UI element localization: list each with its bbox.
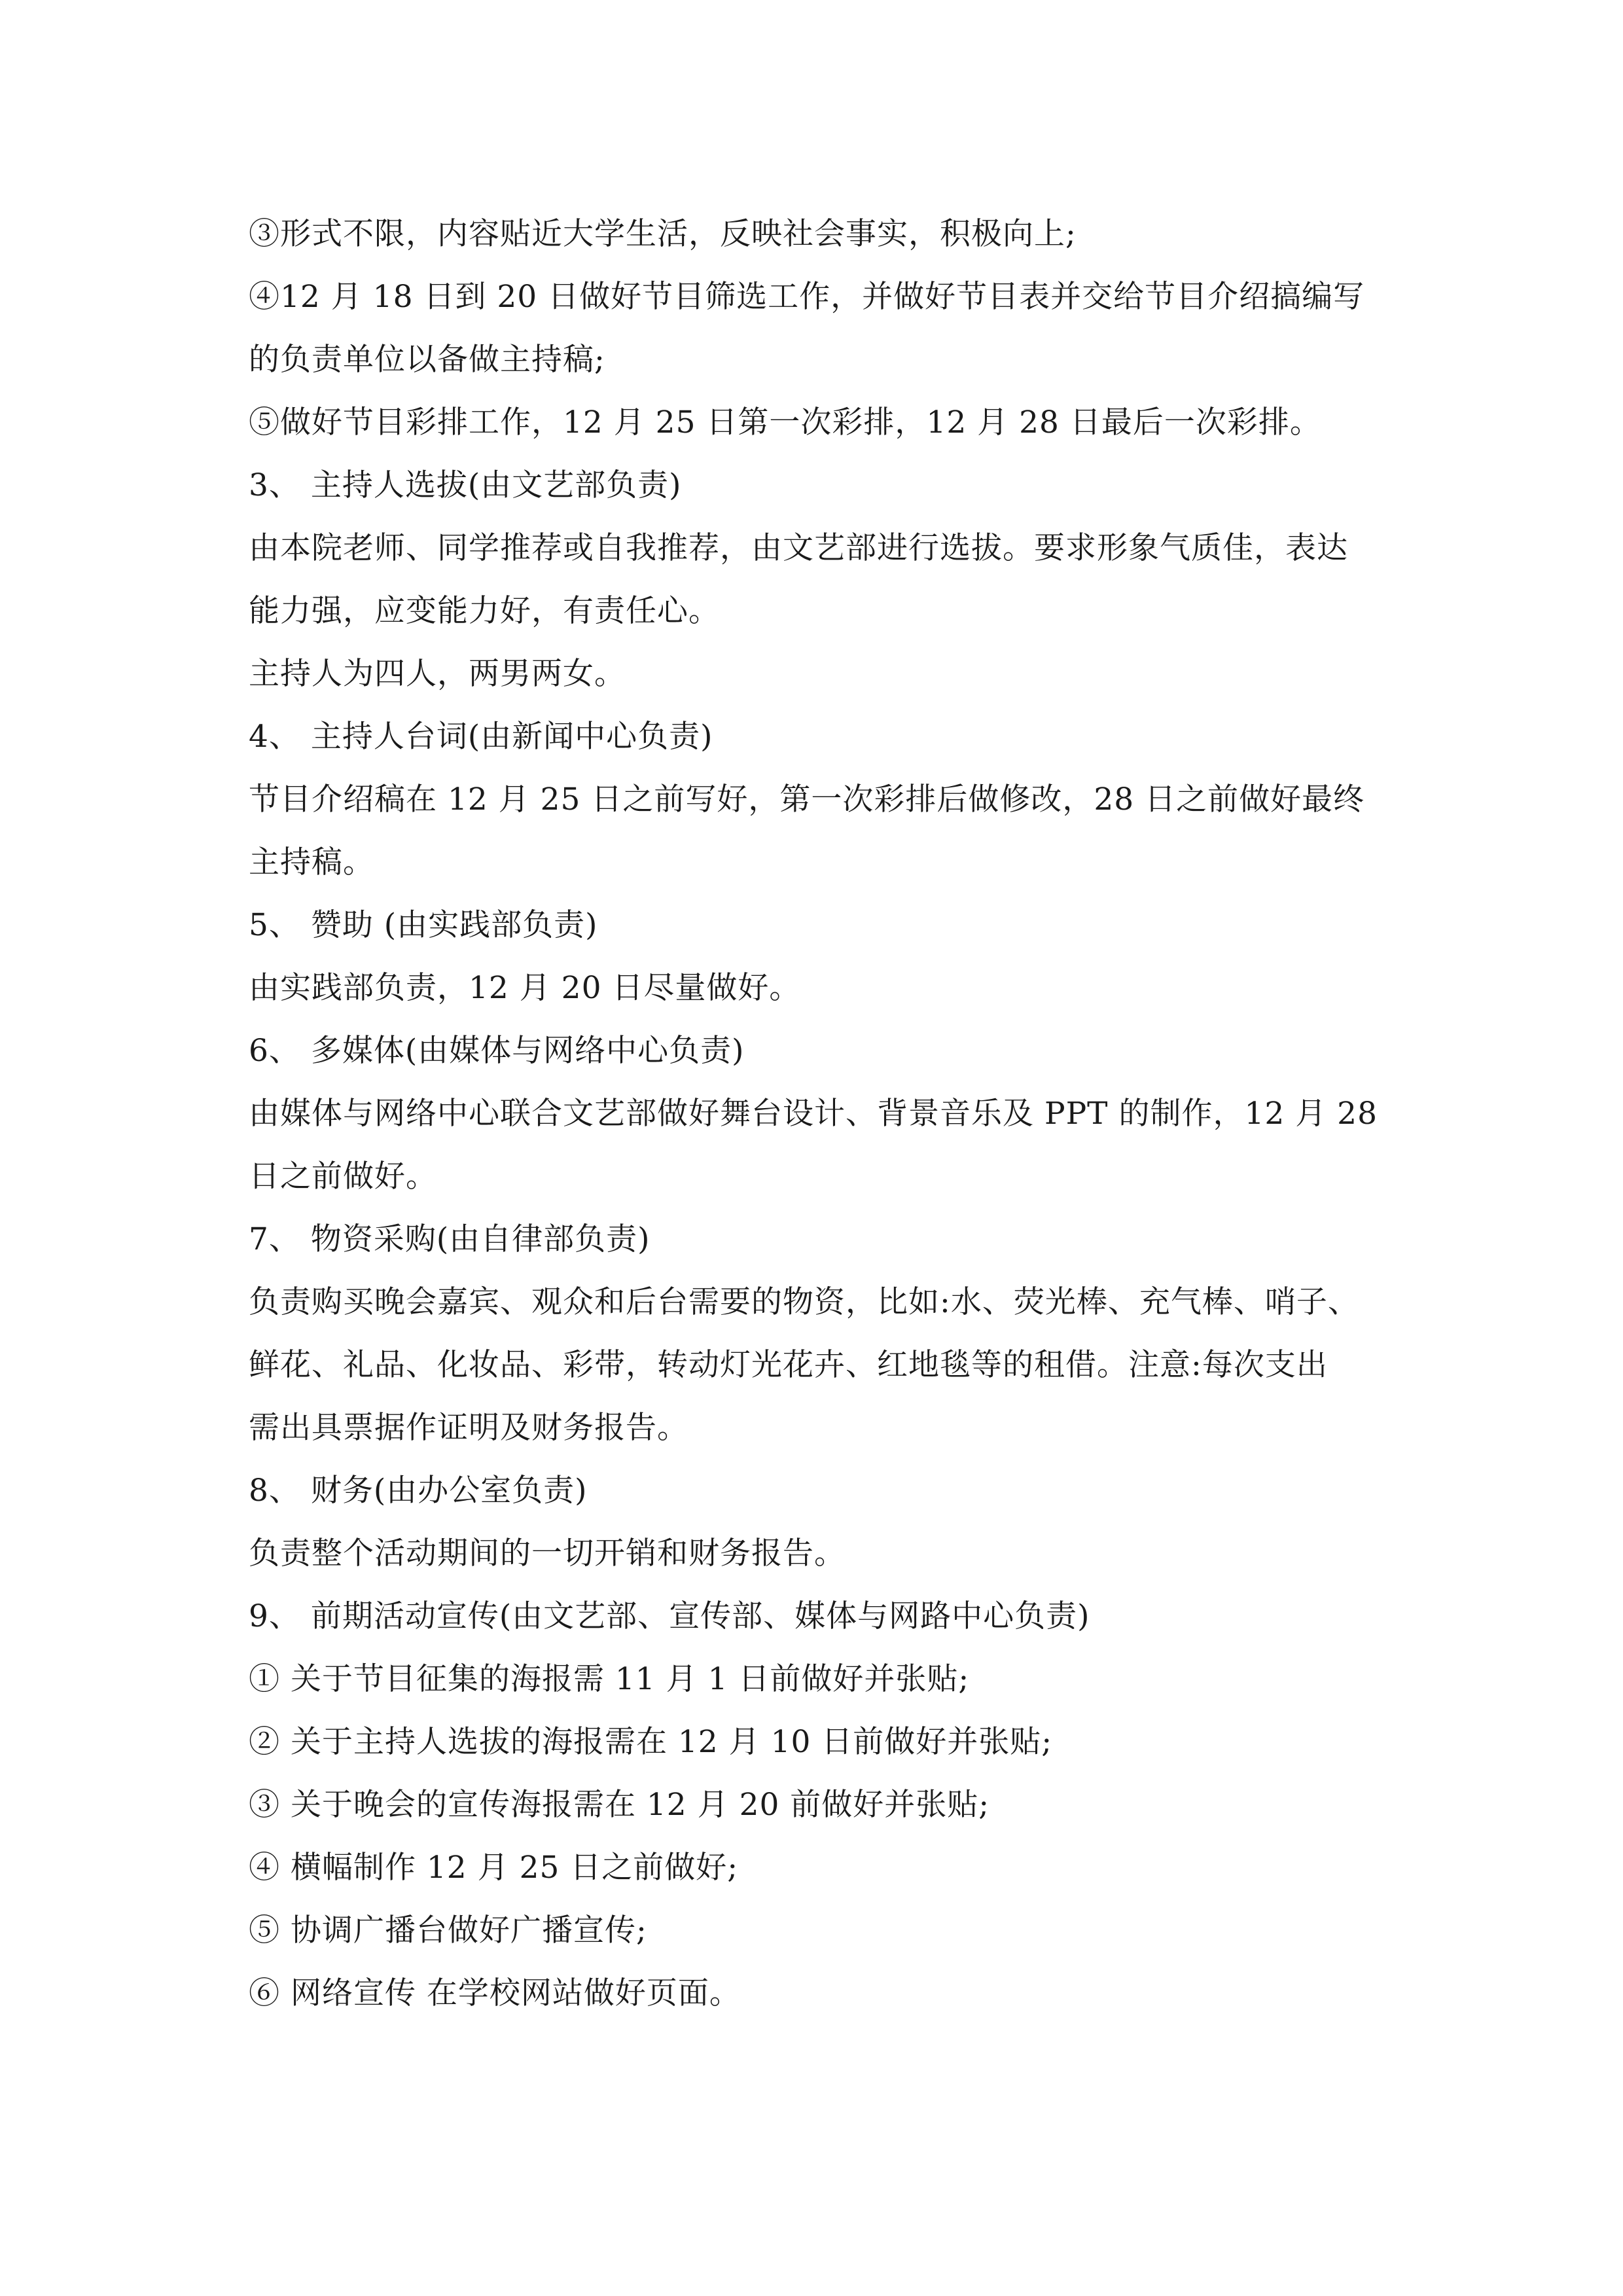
- item-4-program-screening-cont: 的负责单位以备做主持稿;: [249, 342, 605, 378]
- item-5-rehearsal: ⑤做好节目彩排工作，12 月 25 日第一次彩排，12 月 28 日最后一次彩排。: [249, 404, 1321, 440]
- item-3-form-requirement: ③形式不限，内容贴近大学生活，反映社会事实，积极向上;: [249, 216, 1077, 252]
- section-9-item-2: ② 关于主持人选拔的海报需在 12 月 10 日前做好并张贴;: [249, 1724, 1053, 1760]
- section-7-paragraph: 负责购买晚会嘉宾、观众和后台需要的物资，比如:水、荧光棒、充气棒、哨子、: [249, 1284, 1359, 1320]
- section-7-paragraph-end: 需出具票据作证明及财务报告。: [249, 1410, 688, 1446]
- section-8-paragraph: 负责整个活动期间的一切开销和财务报告。: [249, 1535, 846, 1571]
- section-4-paragraph-cont: 主持稿。: [249, 844, 374, 880]
- section-3-heading: 3、 主持人选拔(由文艺部负责): [249, 467, 682, 503]
- section-6-paragraph: 由媒体与网络中心联合文艺部做好舞台设计、背景音乐及 PPT 的制作，12 月 28: [249, 1096, 1378, 1132]
- section-8-heading: 8、 财务(由办公室负责): [249, 1473, 588, 1509]
- section-4-heading: 4、 主持人台词(由新闻中心负责): [249, 719, 713, 755]
- section-9-item-4: ④ 横幅制作 12 月 25 日之前做好;: [249, 1850, 739, 1886]
- section-7-paragraph-cont: 鲜花、礼品、化妆品、彩带，转动灯光花卉、红地毯等的租借。注意:每次支出: [249, 1347, 1328, 1383]
- section-9-item-3: ③ 关于晚会的宣传海报需在 12 月 20 前做好并张贴;: [249, 1787, 990, 1823]
- section-9-heading: 9、 前期活动宣传(由文艺部、宣传部、媒体与网路中心负责): [249, 1598, 1090, 1634]
- section-5-heading: 5、 赞助 (由实践部负责): [249, 907, 598, 943]
- section-9-item-5: ⑤ 协调广播台做好广播宣传;: [249, 1912, 647, 1948]
- section-9-item-6: ⑥ 网络宣传 在学校网站做好页面。: [249, 1975, 741, 2011]
- section-3-paragraph-cont: 能力强，应变能力好，有责任心。: [249, 593, 720, 629]
- section-7-heading: 7、 物资采购(由自律部负责): [249, 1221, 651, 1257]
- section-6-heading: 6、 多媒体(由媒体与网络中心负责): [249, 1033, 745, 1069]
- item-4-program-screening: ④12 月 18 日到 20 日做好节目筛选工作，并做好节目表并交给节目介绍搞编写: [249, 279, 1365, 315]
- section-9-item-1: ① 关于节目征集的海报需 11 月 1 日前做好并张贴;: [249, 1661, 970, 1697]
- section-5-paragraph: 由实践部负责，12 月 20 日尽量做好。: [249, 970, 801, 1006]
- section-6-paragraph-cont: 日之前做好。: [249, 1158, 437, 1194]
- section-3-paragraph: 由本院老师、同学推荐或自我推荐，由文艺部进行选拔。要求形象气质佳，表达: [249, 530, 1348, 566]
- section-4-paragraph: 节目介绍稿在 12 月 25 日之前写好，第一次彩排后做修改，28 日之前做好最终: [249, 781, 1365, 817]
- section-3-host-count: 主持人为四人，两男两女。: [249, 656, 626, 692]
- document-body: [249, 203, 1387, 2025]
